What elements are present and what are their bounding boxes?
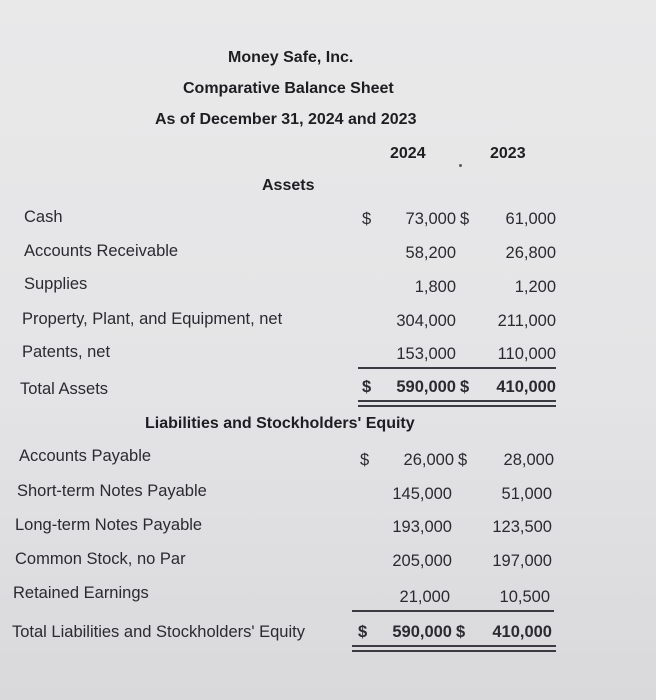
dollar-sign: $ (460, 210, 470, 228)
dollar-sign: $ (460, 378, 470, 396)
value-2024: 153,000 (396, 345, 456, 363)
row-label: Cash (24, 208, 63, 226)
value-2023: 211,000 (497, 312, 556, 330)
value-2024: 58,200 (405, 244, 456, 262)
value-2023: 10,500 (499, 588, 550, 606)
value-2024: 21,000 (399, 588, 450, 606)
double-underline (352, 645, 556, 647)
value-2024: 73,000 (405, 210, 456, 228)
row-label: Short-term Notes Payable (17, 482, 207, 500)
double-underline (358, 400, 556, 402)
row-label: Common Stock, no Par (15, 550, 186, 568)
value-2023: 51,000 (501, 485, 552, 503)
total-liabilities-2024: 590,000 (392, 623, 452, 641)
dollar-sign: $ (456, 623, 466, 641)
total-assets-2024: 590,000 (396, 378, 456, 396)
value-2023: 28,000 (503, 451, 554, 469)
row-label: Long-term Notes Payable (15, 516, 203, 534)
dollar-sign: $ (458, 451, 468, 469)
value-2024: 145,000 (392, 485, 452, 503)
value-2024: 1,800 (414, 278, 456, 296)
row-label: Patents, net (22, 343, 111, 361)
dollar-sign: $ (360, 451, 370, 469)
row-label: Supplies (24, 275, 88, 293)
subtotal-rule (352, 610, 554, 612)
column-header-2024: 2024 (390, 145, 426, 162)
value-2023: 123,500 (492, 518, 552, 536)
value-2023: 1,200 (514, 278, 556, 296)
value-2024: 304,000 (396, 312, 456, 330)
statement-date: As of December 31, 2024 and 2023 (155, 111, 417, 128)
subtotal-rule (358, 367, 556, 369)
row-label: Accounts Payable (19, 447, 152, 465)
double-underline (352, 650, 556, 652)
row-label: Retained Earnings (13, 584, 149, 602)
statement-title: Comparative Balance Sheet (183, 80, 394, 97)
speck-mark (459, 164, 462, 167)
company-name: Money Safe, Inc. (228, 49, 354, 66)
total-liabilities-equity-label: Total Liabilities and Stockholders' Equity (12, 623, 305, 641)
value-2023: 61,000 (505, 210, 556, 228)
value-2023: 26,800 (505, 244, 556, 262)
assets-heading: Assets (262, 177, 315, 194)
value-2023: 110,000 (497, 345, 556, 363)
total-assets-2023: 410,000 (496, 378, 556, 396)
dollar-sign: $ (358, 623, 368, 641)
row-label: Property, Plant, and Equipment, net (22, 310, 283, 328)
total-assets-label: Total Assets (20, 380, 109, 398)
value-2023: 197,000 (492, 552, 552, 570)
liabilities-heading: Liabilities and Stockholders' Equity (145, 415, 415, 432)
dollar-sign: $ (362, 210, 372, 228)
column-header-2023: 2023 (490, 145, 526, 162)
double-underline (358, 405, 556, 407)
row-label: Accounts Receivable (24, 242, 179, 260)
total-liabilities-2023: 410,000 (492, 623, 552, 641)
value-2024: 193,000 (392, 518, 452, 536)
value-2024: 26,000 (403, 451, 454, 469)
value-2024: 205,000 (392, 552, 452, 570)
dollar-sign: $ (362, 378, 372, 396)
